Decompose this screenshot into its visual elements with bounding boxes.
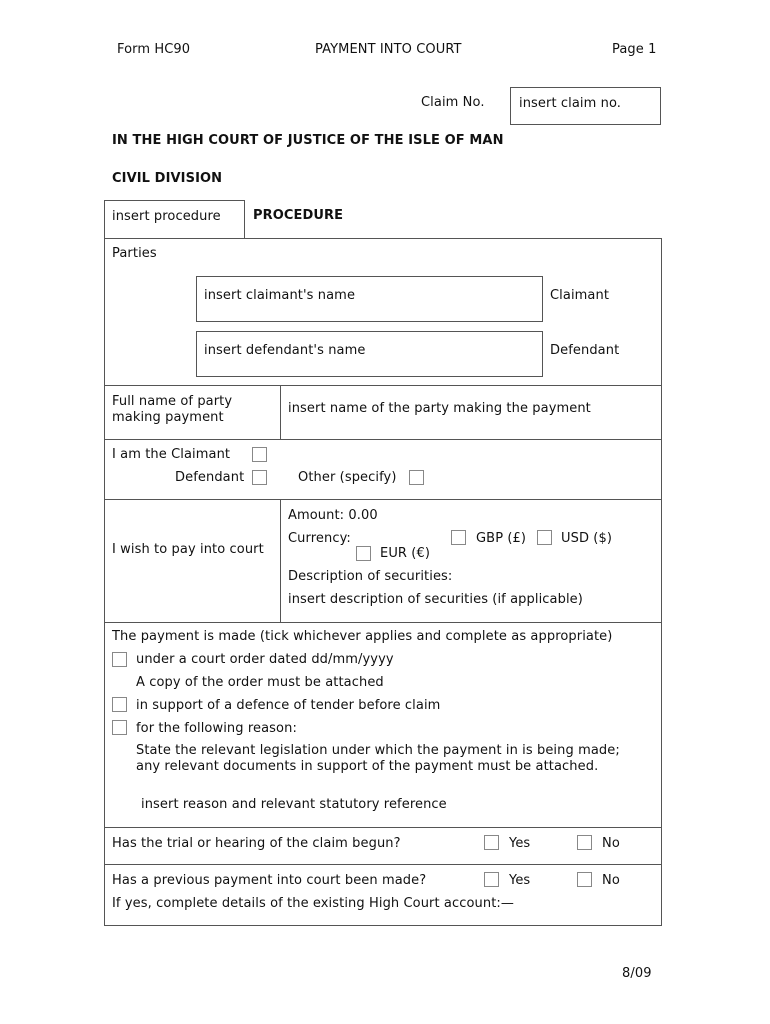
previous-details: If yes, complete details of the existing High Court account:— [112, 896, 515, 911]
trial-no-label: No [602, 836, 620, 851]
claimant-name-value: insert claimant's name [204, 288, 356, 303]
court-name: IN THE HIGH COURT OF JUSTICE OF THE ISLE OF MAN [112, 133, 504, 148]
reason-value[interactable]: insert reason and relevant statutory reference [141, 797, 447, 812]
divider [104, 827, 662, 828]
payment-label: I wish to pay into court [112, 542, 264, 557]
divider [104, 499, 662, 500]
claim-no-value: insert claim no. [519, 96, 622, 111]
trial-yes-checkbox[interactable] [484, 835, 499, 850]
tender-checkbox[interactable] [112, 697, 127, 712]
court-division: CIVIL DIVISION [112, 171, 223, 186]
reason-label: for the following reason: [136, 721, 297, 736]
procedure-label: PROCEDURE [253, 208, 344, 223]
currency-gbp-label: GBP (£) [476, 531, 527, 546]
form-version: 8/09 [622, 966, 652, 981]
claim-no-field[interactable] [510, 87, 661, 125]
basis-heading: The payment is made (tick whichever applies and complete as appropriate) [112, 629, 613, 644]
divider [104, 385, 662, 386]
currency-eur-label: EUR (€) [380, 546, 431, 561]
defendant-name-field[interactable] [196, 331, 543, 377]
payer-label: Full name of party making payment [112, 394, 233, 425]
role-defendant-checkbox[interactable] [252, 470, 267, 485]
parties-heading: Parties [112, 246, 157, 261]
trial-yes-label: Yes [509, 836, 531, 851]
trial-question: Has the trial or hearing of the claim begun? [112, 836, 401, 851]
previous-no-checkbox[interactable] [577, 872, 592, 887]
role-other-checkbox[interactable] [409, 470, 424, 485]
amount-field[interactable]: Amount: 0.00 [288, 508, 378, 523]
form-title: PAYMENT INTO COURT [315, 42, 462, 57]
divider [104, 864, 662, 865]
claimant-name-field[interactable] [196, 276, 543, 322]
reason-checkbox[interactable] [112, 720, 127, 735]
court-order-checkbox[interactable] [112, 652, 127, 667]
previous-yes-checkbox[interactable] [484, 872, 499, 887]
copy-note: A copy of the order must be attached [136, 675, 384, 690]
defendant-label: Defendant [550, 343, 620, 358]
role-defendant-label: Defendant [175, 470, 245, 485]
currency-usd-label: USD ($) [561, 531, 613, 546]
securities-value[interactable]: insert description of securities (if applicable) [288, 592, 583, 607]
procedure-value: insert procedure [112, 209, 221, 224]
currency-label: Currency: [288, 531, 351, 546]
page-number: Page 1 [612, 42, 657, 57]
form-id: Form HC90 [117, 42, 191, 57]
trial-no-checkbox[interactable] [577, 835, 592, 850]
claim-no-label: Claim No. [421, 95, 485, 110]
role-other-label: Other (specify) [298, 470, 397, 485]
divider [280, 385, 281, 439]
tender-label: in support of a defence of tender before claim [136, 698, 441, 713]
role-claimant-label: I am the Claimant [112, 447, 231, 462]
previous-yes-label: Yes [509, 873, 531, 888]
role-claimant-checkbox[interactable] [252, 447, 267, 462]
court-order-label: under a court order dated dd/mm/yyyy [136, 652, 394, 667]
currency-usd-checkbox[interactable] [537, 530, 552, 545]
procedure-field[interactable] [104, 200, 245, 239]
payer-name-value[interactable]: insert name of the party making the payment [288, 401, 591, 416]
divider [280, 499, 281, 622]
securities-label: Description of securities: [288, 569, 453, 584]
currency-eur-checkbox[interactable] [356, 546, 371, 561]
divider [104, 439, 662, 440]
previous-question: Has a previous payment into court been made? [112, 873, 427, 888]
currency-gbp-checkbox[interactable] [451, 530, 466, 545]
defendant-name-value: insert defendant's name [204, 343, 366, 358]
divider [104, 622, 662, 623]
previous-no-label: No [602, 873, 620, 888]
reason-note: State the relevant legislation under which the payment in is being made; any relevant documents in support of the payment must be attached. [136, 743, 620, 774]
claimant-label: Claimant [550, 288, 610, 303]
